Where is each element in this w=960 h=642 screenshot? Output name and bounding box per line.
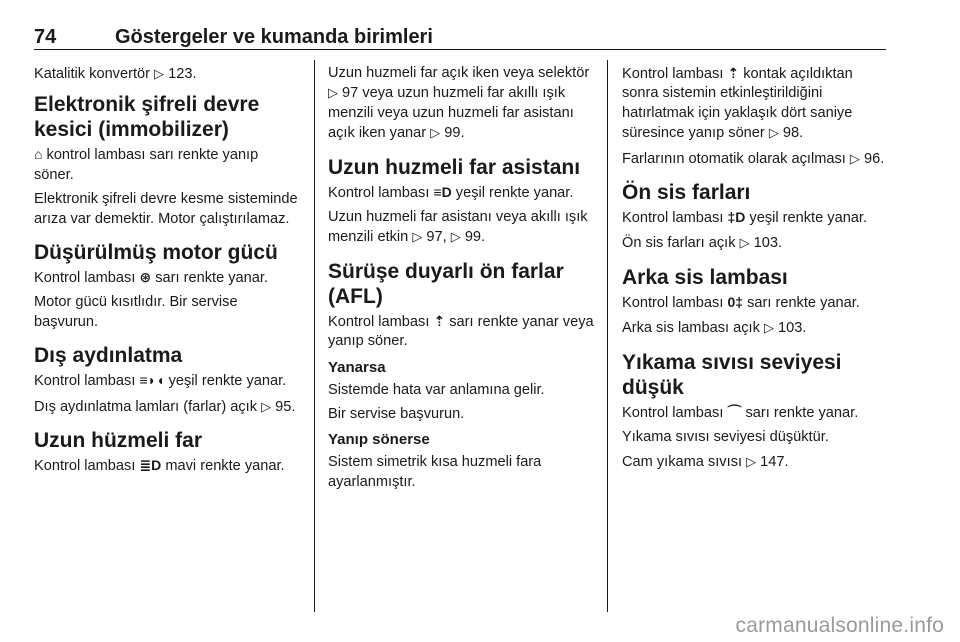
subheading-flashing: Yanıp sönerse [328,431,430,449]
front-fog-icon: ‡D [727,209,746,226]
ref-arrow-icon: ▷ [849,150,860,166]
page-ref-link[interactable]: 147. [756,454,789,471]
ref-arrow-icon: ▷ [768,125,779,141]
afl-flashing-paragraph: Sistem simetrik kısa huzmeli fara ayarlanmıştır. [328,454,542,490]
section-heading-rear-fog: Arka sis lambası [622,265,788,289]
page-title: Göstergeler ve kumanda birimleri [115,26,433,48]
high-beam-paragraph-1: Kontrol lambası ≣D mavi renkte yanar. [34,457,285,475]
washer-paragraph-3: Cam yıkama sıvısı ▷ 147. [622,454,789,471]
page-ref-link[interactable]: 99. [440,125,465,142]
engine-power-paragraph-2: Motor gücü kısıtlıdır. Bir servise başvurun. [34,294,238,330]
ref-arrow-icon: ▷ [154,66,165,81]
afl-icon: ⇡ [433,312,446,329]
column-3 [622,64,890,478]
section-heading-immobilizer: Elektronik şifreli devre kesici (immobilizer) [34,93,260,142]
page-ref-link[interactable]: 103. [749,235,783,252]
column-1 [34,64,302,481]
section-heading-washer-fluid: Yıkama sıvısı seviyesi düşük [622,350,842,399]
ref-arrow-icon: ▷ [763,320,774,336]
washer-fluid-icon: ⌒ [727,403,742,420]
column-divider-1 [314,60,315,612]
ref-arrow-icon: ▷ [430,125,441,141]
washer-paragraph-1: Kontrol lambası ⌒ sarı renkte yanar. [622,403,859,421]
ref-arrow-icon: ▷ [450,229,461,245]
afl-on-paragraph-1: Sistemde hata var anlamına gelir. [328,381,545,398]
section-heading-front-fog: Ön sis farları [622,181,751,205]
page-ref-link[interactable]: 95. [271,398,296,415]
ref-arrow-icon: ▷ [412,229,423,245]
subheading-on: Yanarsa [328,358,386,376]
engine-power-icon: ⊛ [139,269,152,286]
afl-icon: ⇡ [727,65,740,81]
front-fog-paragraph-2: Ön sis farları açık ▷ 103. [622,235,783,252]
ref-arrow-icon: ▷ [261,398,272,414]
section-heading-engine-power: Düşürülmüş motor gücü [34,241,278,265]
high-beam-assist-icon: ≡D [433,183,452,200]
washer-paragraph-2: Yıkama sıvısı seviyesi düşüktür. [622,429,829,446]
rear-fog-paragraph-2: Arka sis lambası açık ▷ 103. [622,320,807,337]
afl-cont-paragraph-2: Farlarının otomatik olarak açılması ▷ 96. [622,150,885,167]
exterior-lights-icon: ≡◗◖ [139,372,165,389]
afl-cont-paragraph-1: Kontrol lambası ⇡ kontak açıldıktan sonra sistemin etkinleştirildiğini hatırlatmak için yaklaşık dört saniye süresince yanıp söner ▷ 98. [622,65,853,142]
page-ref-link[interactable]: 98. [778,125,804,142]
high-beam-icon: ≣D [139,457,162,474]
high-beam-paragraph-2: Uzun huzmeli far açık iken veya selektör ▷ 97 veya uzun huzmeli far akıllı ışık menzili veya uzun huzmeli far asistanı açık iken yanar ▷ 99. [328,65,590,142]
page-header [34,26,886,50]
ref-arrow-icon: ▷ [739,235,750,251]
watermark: carmanualsonline.info [735,614,944,637]
engine-power-paragraph-1: Kontrol lambası ⊛ sarı renkte yanar. [34,269,268,287]
afl-on-paragraph-2: Bir servise başvurun. [328,406,465,423]
immobilizer-paragraph-2: Elektronik şifreli devre kesme sisteminde arıza var demektir. Motor çalıştırılamaz. [34,191,298,227]
header-rule [34,49,886,50]
ref-arrow-icon: ▷ [746,454,757,470]
afl-paragraph-1: Kontrol lambası ⇡ sarı renkte yanar veya yanıp söner. [328,312,594,350]
section-heading-high-beam: Uzun hüzmeli far [34,429,203,453]
front-fog-paragraph-1: Kontrol lambası ‡D yeşil renkte yanar. [622,209,868,227]
high-beam-assist-paragraph-1: Kontrol lambası ≡D yeşil renkte yanar. [328,183,574,201]
column-divider-2 [607,60,608,612]
section-heading-exterior-lights: Dış aydınlatma [34,344,183,368]
rear-fog-paragraph-1: Kontrol lambası 0‡ sarı renkte yanar. [622,293,860,311]
page-ref-link[interactable]: 103. [773,320,807,337]
exterior-lights-paragraph-1: Kontrol lambası ≡◗◖ yeşil renkte yanar. [34,372,287,390]
intro-paragraph: Katalitik konvertör ▷ 123. [34,66,197,82]
column-2 [328,64,596,497]
rear-fog-icon: 0‡ [727,293,744,310]
immobilizer-icon: ⌂ [34,146,43,163]
page-ref-link[interactable]: 99. [460,229,486,246]
page-ref-link[interactable]: 96. [859,150,885,167]
page-ref-link[interactable]: 123. [164,66,197,82]
ref-arrow-icon: ▷ [328,85,338,101]
page-number: 74 [34,26,57,48]
section-heading-high-beam-assist: Uzun huzmeli far asistanı [328,155,581,179]
exterior-lights-paragraph-2: Dış aydınlatma lamları (farlar) açık ▷ 95. [34,398,296,415]
section-heading-afl: Sürüşe duyarlı ön farlar (AFL) [328,259,564,308]
high-beam-assist-paragraph-2: Uzun huzmeli far asistanı veya akıllı ışık menzili etkin ▷ 97, ▷ 99. [328,209,588,246]
immobilizer-paragraph-1: ⌂ kontrol lambası sarı renkte yanıp söner. [34,146,259,183]
